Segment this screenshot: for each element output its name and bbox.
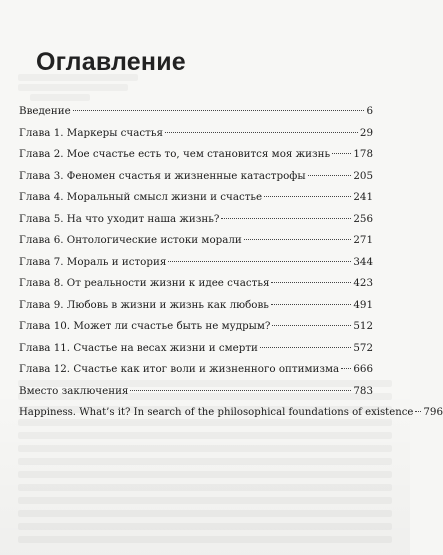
toc-entry-title: Глава 11. Счастье на весах жизни и смерти xyxy=(19,341,258,354)
dot-leader xyxy=(244,239,352,240)
toc-entry xyxy=(19,338,373,360)
toc-entry xyxy=(19,273,373,295)
toc-entry xyxy=(19,144,373,166)
toc-entry-title: Глава 12. Счастье как итог воли и жизненного оптимизма xyxy=(19,363,340,375)
show-through-line xyxy=(30,94,90,101)
toc-page-number: 666 xyxy=(353,363,373,375)
show-through-line xyxy=(18,432,392,439)
dot-leader xyxy=(260,347,351,348)
dot-leader xyxy=(168,261,351,262)
toc-entry xyxy=(19,230,373,252)
toc-entry-title: Введение xyxy=(19,105,71,117)
toc-entry-title: Глава 1. Маркеры счастья xyxy=(19,126,163,139)
show-through-line xyxy=(18,497,392,504)
dot-leader xyxy=(341,368,351,369)
toc-page-number: 572 xyxy=(353,341,373,354)
toc-page-number: 783 xyxy=(353,384,373,397)
toc-page-number: 178 xyxy=(353,148,373,160)
toc-entry xyxy=(19,381,373,403)
dot-leader xyxy=(271,282,351,283)
dot-leader xyxy=(308,175,352,176)
show-through-line xyxy=(18,445,392,452)
toc-page-number: 6 xyxy=(366,105,373,117)
show-through-line xyxy=(18,510,392,517)
show-through-line xyxy=(18,536,392,543)
show-through-line xyxy=(18,84,128,91)
toc-entry-title: Глава 9. Любовь в жизни и жизнь как любовь xyxy=(19,298,269,311)
toc-entry-title: Глава 2. Мое счастье есть то, чем становится моя жизнь xyxy=(19,148,331,160)
dot-leader xyxy=(271,304,351,305)
toc-entry-title: Happiness. What’s it? In search of the philosophical foundations of existence xyxy=(19,407,414,418)
toc-page-number: 491 xyxy=(353,298,373,311)
dot-leader xyxy=(332,153,351,154)
show-through-line xyxy=(18,458,392,465)
table-of-contents xyxy=(19,101,443,424)
dot-leader xyxy=(73,110,365,111)
toc-entry xyxy=(19,123,373,145)
toc-entry-title: Глава 3. Феномен счастья и жизненные катастрофы xyxy=(19,169,306,182)
page-title: Оглавление xyxy=(36,48,186,76)
toc-entry-title: Глава 8. От реальности жизни к идее счастья xyxy=(19,277,270,289)
toc-page-number: 344 xyxy=(353,255,373,268)
toc-page-number: 512 xyxy=(353,320,373,332)
toc-page-number: 271 xyxy=(353,234,373,246)
show-through-line xyxy=(18,484,392,491)
show-through-line xyxy=(18,471,392,478)
toc-entry xyxy=(19,402,443,424)
toc-entry xyxy=(19,187,373,209)
toc-entry-title: Глава 4. Моральный смысл жизни и счастье xyxy=(19,191,263,203)
toc-page-number: 423 xyxy=(353,277,373,289)
toc-entry xyxy=(19,295,373,317)
dot-leader xyxy=(272,325,351,326)
dot-leader xyxy=(165,132,358,133)
dot-leader xyxy=(264,196,351,197)
toc-entry-title: Глава 5. На что уходит наша жизнь? xyxy=(19,212,220,225)
toc-page-number: 796 xyxy=(423,406,443,418)
dot-leader xyxy=(221,218,351,219)
toc-page-number: 241 xyxy=(353,191,373,203)
dot-leader xyxy=(415,411,421,412)
toc-entry xyxy=(19,209,373,231)
toc-entry-title: Вместо заключения xyxy=(19,384,129,397)
toc-page-number: 256 xyxy=(353,212,373,225)
toc-entry-title: Глава 7. Мораль и история xyxy=(19,255,167,268)
toc-page-number: 29 xyxy=(359,126,373,139)
toc-entry xyxy=(19,359,373,381)
toc-entry xyxy=(19,166,373,188)
dot-leader xyxy=(130,390,351,391)
toc-entry-title: Глава 6. Онтологические истоки морали xyxy=(19,234,242,246)
toc-entry-title: Глава 10. Может ли счастье быть не мудрым? xyxy=(19,320,271,332)
toc-entry xyxy=(19,101,373,123)
show-through-line xyxy=(18,523,392,530)
toc-entry xyxy=(19,252,373,274)
toc-page-number: 205 xyxy=(353,169,373,182)
toc-entry xyxy=(19,316,373,338)
